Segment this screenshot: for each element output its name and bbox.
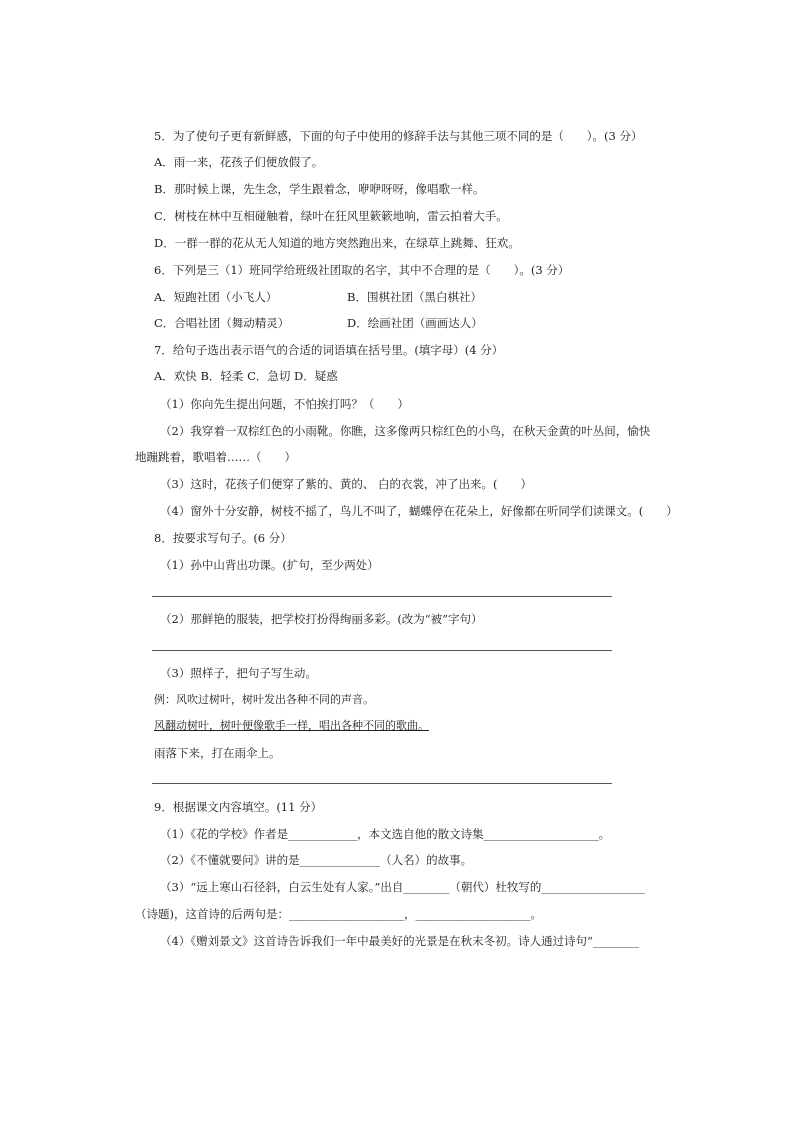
q5-option-a: A．雨一来，花孩子们便放假了。 bbox=[154, 155, 324, 169]
q7-item-3: （3）这时，花孩子们便穿了紫的、黄的、 白的衣裳，冲了出来。( ） bbox=[160, 477, 532, 491]
q9-stem: 9．根据课文内容填空。(11 分） bbox=[154, 800, 323, 814]
q8-item-2: （2）那鲜艳的服装，把学校打扮得绚丽多彩。(改为“被”字句） bbox=[160, 612, 483, 626]
q6-option-d: D．绘画社团（画画达人） bbox=[347, 316, 483, 330]
q7-item-2-line-2: 地蹦跳着，歌唱着……（ ） bbox=[135, 450, 296, 464]
q7-item-2-line-1: （2）我穿着一双棕红色的小雨靴。你瞧，这多像两只棕红色的小鸟，在秋天金黄的叶丛间，愉快 bbox=[160, 424, 651, 438]
answer-line-3 bbox=[152, 783, 612, 784]
q9-item-3-line-1: （3）“远上寒山石径斜，白云生处有人家。”出自________（朝代）杜牧写的__________________ bbox=[160, 880, 645, 894]
q8-stem: 8．按要求写句子。(6 分） bbox=[154, 531, 292, 545]
answer-line-1 bbox=[152, 596, 612, 597]
q8-item-3: （3）照样子，把句子写生动。 bbox=[160, 666, 317, 680]
q5-stem: 5．为了使句子更有新鲜感，下面的句子中使用的修辞手法与其他三项不同的是（ ）。(3 分） bbox=[154, 129, 643, 143]
q6-option-c: C．合唱社团（舞动精灵） bbox=[154, 316, 290, 330]
q8-item-1: （1）孙中山背出功课。(扩句，至少两处） bbox=[160, 558, 379, 572]
q6-row-2 bbox=[154, 315, 483, 331]
q6-stem: 6．下列是三（1）班同学给班级社团取的名字，其中不合理的是（ ）。(3 分） bbox=[154, 263, 570, 277]
q6-option-b: B．围棋社团（黑白棋社） bbox=[347, 290, 482, 304]
q9-item-2: （2）《不懂就要问》讲的是______________（人名）的故事。 bbox=[160, 853, 473, 867]
q7-options: A．欢快 B．轻柔 C．急切 D．疑惑 bbox=[154, 369, 338, 383]
q9-item-3-line-2: （诗题)，这首诗的后两句是：____________________，____________________。 bbox=[135, 907, 542, 921]
q9-item-1: （1）《花的学校》作者是____________，本文选自他的散文诗集____________________。 bbox=[160, 827, 611, 841]
q7-item-4: （4）窗外十分安静，树枝不摇了，鸟儿不叫了，蝴蝶停在花朵上，好像都在听同学们读课文。( ） bbox=[160, 504, 678, 518]
q8-task: 雨落下来，打在雨伞上。 bbox=[154, 746, 281, 760]
q9-item-4: （4）《赠刘景文》这首诗告诉我们一年中最美好的光景是在秋末冬初。诗人通过诗句“________ bbox=[160, 934, 639, 948]
q7-item-1: （1）你向先生提出问题，不怕挨打吗？（ ） bbox=[160, 397, 409, 411]
q5-option-c: C．树枝在林中互相碰触着，绿叶在狂风里簌簌地响，雷云拍着大手。 bbox=[154, 209, 508, 223]
q7-stem: 7．给句子选出表示语气的合适的词语填在括号里。(填字母）(4 分） bbox=[154, 343, 504, 357]
q6-option-a: A．短跑社团（小飞人） bbox=[154, 290, 278, 304]
answer-line-2 bbox=[152, 650, 612, 651]
q5-option-d: D．一群一群的花从无人知道的地方突然跑出来，在绿草上跳舞、狂欢。 bbox=[154, 236, 520, 250]
q6-row-1 bbox=[154, 289, 482, 305]
q5-option-b: B．那时候上课，先生念，学生跟着念，咿咿呀呀，像唱歌一样。 bbox=[154, 182, 485, 196]
q8-example-2: 风翻动树叶，树叶便像歌手一样，唱出各种不同的歌曲。 bbox=[154, 719, 429, 732]
q8-example-1: 例：风吹过树叶，树叶发出各种不同的声音。 bbox=[154, 693, 374, 706]
